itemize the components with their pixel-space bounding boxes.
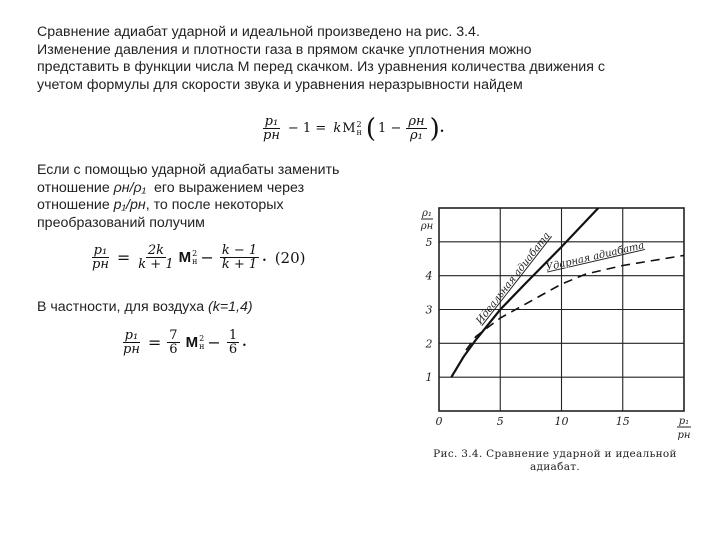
fraction-k-1: [220, 244, 259, 271]
y-tick-label: 5: [425, 235, 433, 249]
para2-line-1: Если с помощью ударной адиабаты заменить: [37, 162, 340, 178]
denominator: pн: [92, 257, 109, 272]
y-tick-label: 2: [425, 337, 433, 351]
caption-line-2: адиабат.: [529, 461, 581, 473]
y-tick-label: 4: [425, 269, 433, 283]
text: В частности, для воздуха: [37, 299, 209, 315]
x-axis-label-denominator: pн: [677, 430, 691, 440]
para2-line-2: [37, 180, 397, 198]
denominator: k + 1: [138, 257, 174, 272]
text: его выражением через: [146, 179, 305, 196]
denominator: k + 1: [221, 257, 258, 272]
fraction-1-6: [227, 329, 239, 356]
ratio-p: p₁/pн: [113, 197, 146, 213]
y-axis-label-numerator: ρ₁: [422, 208, 432, 219]
numerator: ρн: [408, 114, 425, 129]
x-tick-label: 15: [615, 415, 630, 428]
k-symbol: k: [333, 121, 342, 136]
superscript: 2: [199, 333, 205, 343]
fraction-2k: [136, 244, 175, 271]
y-axis-label-denominator: ρн: [420, 221, 434, 232]
caption-line-1: Рис. 3.4. Сравнение ударной и идеальной: [433, 448, 677, 460]
numerator: 1: [228, 328, 238, 343]
superscript: 2: [356, 119, 362, 129]
denominator: pн: [123, 342, 140, 357]
mach-symbol: M: [178, 249, 192, 266]
fraction-rho: [406, 115, 426, 142]
denominator: 6: [228, 342, 238, 357]
adiabat-chart: [405, 190, 705, 445]
shock-adiabat-label: Ударная адиабата: [545, 240, 646, 274]
text: отношение: [37, 197, 114, 213]
equation-number: (20): [274, 248, 306, 267]
x-tick-label: 5: [496, 415, 504, 428]
mach-indices: [199, 335, 204, 351]
chart-canvas: [405, 190, 705, 440]
minus: −: [207, 333, 221, 352]
mach-indices: [357, 121, 362, 137]
fraction-p1-pn: [121, 329, 142, 356]
para2-line-3: [37, 197, 397, 215]
right-paren: ): [429, 113, 440, 144]
mach-symbol: M: [185, 334, 199, 351]
denominator: ρ₁: [410, 128, 423, 143]
intro-line-1: Сравнение адиабат ударной и идеальной произведено на рис. 3.4.: [37, 24, 480, 40]
intro-paragraph: [37, 24, 677, 94]
x-tick-label: 0: [435, 415, 443, 428]
text: отношение: [37, 179, 114, 196]
mach-symbol: M: [342, 121, 356, 136]
subscript: н: [192, 256, 198, 266]
subscript: н: [356, 127, 362, 137]
ideal-adiabat-label: Идеальная адиабата: [474, 230, 553, 327]
x-tick-label: 10: [554, 415, 569, 428]
equals: =: [147, 333, 162, 352]
x-axis-label-numerator: p₁: [678, 416, 690, 427]
formula-momentum: [258, 115, 444, 142]
period: .: [439, 121, 445, 136]
numerator: p₁: [124, 328, 139, 343]
one-minus: 1 −: [378, 121, 402, 136]
numerator: p₁: [93, 243, 108, 258]
numerator: 2k: [147, 243, 165, 258]
numerator: k − 1: [221, 243, 258, 258]
figure-caption: [420, 448, 690, 474]
minus: −: [200, 248, 214, 267]
numerator: p₁: [264, 114, 279, 129]
subscript: н: [199, 341, 205, 351]
period: .: [242, 335, 247, 350]
fraction-p1-pn: [261, 115, 282, 142]
equals: =: [116, 248, 131, 267]
air-case-paragraph: [37, 299, 397, 317]
minus-one-equals: − 1 =: [287, 121, 331, 136]
left-paren: (: [365, 113, 377, 144]
text: , то после некоторых: [145, 197, 284, 213]
intro-line-3: представить в функции числа М перед скачком. Из уравнения количества движения с: [37, 59, 605, 75]
formula-air: [118, 329, 247, 356]
intro-line-2: Изменение давления и плотности газа в прямом скачке уплотнения можно: [37, 41, 532, 58]
fraction-p1-pn: [90, 244, 111, 271]
intro-line-4: учетом формулы для скорости звука и уравнения неразрывности найдем: [37, 76, 523, 93]
formula-20: [87, 244, 306, 271]
ratio-rho: ρн/ρ₁: [113, 179, 147, 196]
y-tick-label: 1: [425, 371, 433, 385]
ideal-adiabat-curve: [451, 208, 598, 377]
denominator: 6: [169, 342, 178, 357]
fraction-7-6: [167, 329, 179, 356]
shock-adiabat-paragraph: [37, 162, 397, 232]
denominator: pн: [263, 128, 280, 143]
para2-line-4: преобразований получим: [37, 214, 205, 231]
numerator: 7: [169, 328, 178, 343]
period: .: [262, 250, 267, 265]
mach-indices: [192, 250, 197, 266]
y-tick-label: 3: [425, 303, 433, 317]
superscript: 2: [192, 248, 198, 258]
k-value: (k=1,4): [208, 299, 253, 315]
